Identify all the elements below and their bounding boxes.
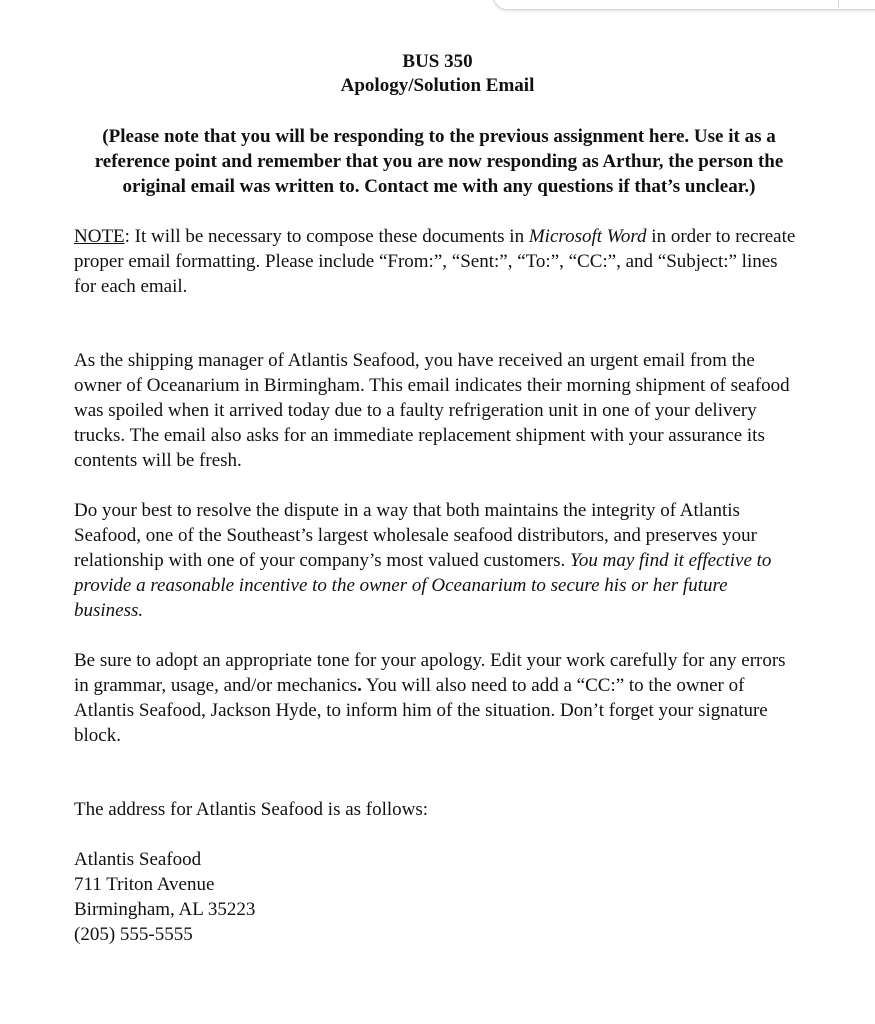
address-street: 711 Triton Avenue (74, 874, 215, 895)
top-toolbar-edge (493, 0, 875, 10)
tone-bold-period: . (357, 675, 362, 696)
course-code: BUS 350 (402, 51, 473, 72)
address-block (74, 847, 799, 947)
resolve-text: Do your best to resolve the dispute in a way that both maintains the integrity of Atlantis Seafood, one of the Southeast’s largest wholesale seafood distributors, and preserves your relationship with one of your company’s most valued customers. (74, 500, 757, 571)
scenario-paragraph: As the shipping manager of Atlantis Seafood, you have received an urgent email from the owner of Oceanarium in Birmingham. This email indicates their morning shipment of seafood was spoiled when it arrived today due to a faulty refrigeration unit in one of your delivery trucks. The email also asks for an immediate replacement shipment with your assurance its contents will be fresh. (74, 350, 790, 471)
address-city: Birmingham, AL 35223 (74, 899, 256, 920)
note-text-before: : It will be necessary to compose these documents in (124, 226, 529, 247)
address-phone: (205) 555-5555 (74, 924, 193, 945)
note-text-after: in order to recreate proper email formatting. Please include “From:”, “Sent:”, “To:”, “CC:”, and “Subject:” lines for each email. (74, 226, 796, 297)
instruction-note: (Please note that you will be responding to the previous assignment here. Use it as a reference point and remember that you are now responding as Arthur, the person the original email was written to. Contact me with any questions if that’s unclear.) (94, 126, 784, 197)
assignment-title: Apology/Solution Email (340, 75, 535, 96)
address-company: Atlantis Seafood (74, 849, 202, 870)
note-label: NOTE (74, 226, 125, 247)
resolve-italic-text: You may find it effective to provide a reasonable incentive to the owner of Oceanarium to secure his or her future business. (74, 550, 772, 621)
document-title (0, 50, 875, 98)
resolve-paragraph (74, 498, 799, 623)
tone-text-after: You will also need to add a “CC:” to the owner of Atlantis Seafood, Jackson Hyde, to inform him of the situation. Don’t forget your signature block. (74, 675, 768, 746)
tone-paragraph (74, 648, 799, 748)
toolbar-divider (838, 0, 839, 8)
tone-text-before: Be sure to adopt an appropriate tone for your apology. Edit your work carefully for any errors in grammar, usage, and/or mechanics (74, 650, 786, 696)
formatting-note (74, 224, 799, 299)
note-app-name: Microsoft Word (528, 226, 647, 247)
address-intro: The address for Atlantis Seafood is as follows: (74, 799, 429, 820)
